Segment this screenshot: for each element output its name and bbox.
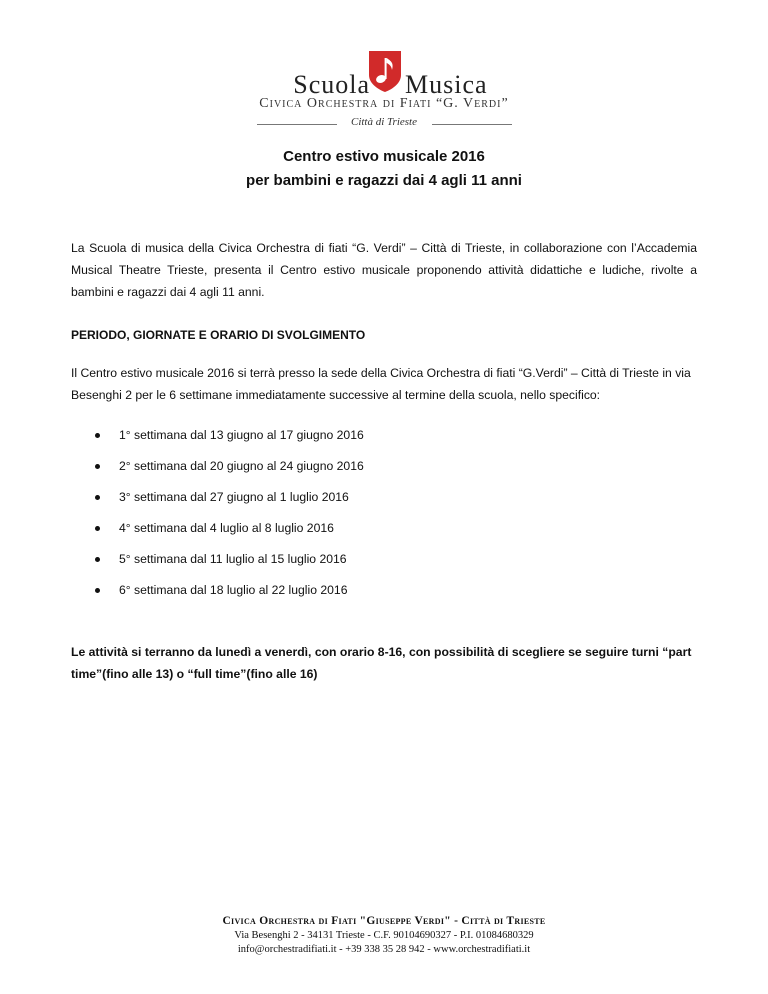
logo-city: Città di Trieste <box>350 116 417 128</box>
title-line-1: Centro estivo musicale 2016 <box>283 148 485 165</box>
page-footer <box>0 913 768 957</box>
period-paragraph: Il Centro estivo musicale 2016 si terrà presso la sede della Civica Orchestra di fiati “G.Verdi” – Città di Trieste in via Besenghi 2 per le 6 settimane immediatamente successive al termine della scuola, nello specifico: <box>71 366 691 402</box>
bullet-icon <box>95 495 100 500</box>
logo-city-row <box>0 116 768 132</box>
bullet-icon <box>95 464 100 469</box>
bullet-icon <box>95 526 100 531</box>
activity-schedule-text: Le attività si terranno da lunedì a venerdì, con orario 8-16, con possibilità di scegliere se seguire turni “part time”(fino alle 13) o “full time”(fino alle 16) <box>71 645 692 681</box>
school-logo <box>0 44 768 134</box>
intro-paragraph: La Scuola di musica della Civica Orchestra di fiati “G. Verdi” – Città di Trieste, in collaborazione con l’Accademia Musical Theatre Trieste, presenta il Centro estivo musicale proponendo attività didattiche e ludiche, rivolte a bambini e ragazzi dai 4 agli 11 anni. <box>71 241 697 299</box>
music-note-shield-icon <box>367 49 403 93</box>
bullet-icon <box>95 433 100 438</box>
bullet-icon <box>95 588 100 593</box>
section-heading: PERIODO, GIORNATE E ORARIO DI SVOLGIMENTO <box>71 328 366 342</box>
title-line-2: per bambini e ragazzi dai 4 agli 11 anni <box>246 172 522 189</box>
logo-divider-right <box>432 124 512 125</box>
document-title <box>0 145 768 193</box>
footer-address: Via Besenghi 2 - 34131 Trieste - C.F. 90104690327 - P.I. 01084680329 <box>234 930 534 941</box>
document-page: Scuola Musica Civica Orchestra di Fiati “G. Verdi” Città di Trieste Centro estivo musicale 2016 per bambini e ragazzi dai 4 agli 11 anni La Scuola di musica della Civica Orchestra di fiati “G. Verdi” – Città di Trieste, in collaborazione con l’Accademia Musical Theatre Trieste, presenta il Centro estivo musicale proponendo attività didattiche e ludiche, rivolte a bambini e ragazzi dai 4 agli 11 anni. PERIODO, GIORNATE E ORARIO DI SVOLGIMENTO Il Centro estivo musicale 2016 si terrà presso la sede della Civica Orchestra di fiati “G.Verdi” – Città di Trieste in via Besenghi 2 per le 6 settimane immediatamente successive al termine della scuola, nello specifico: 1° settimana dal 13 giugno al 17 giugno 2016 2° settimana dal 20 giugno al 24 giugno 2016 3° settimana dal 27 giugno al 1 luglio 2016 4° settimana dal 4 luglio al 8 luglio 2016 5° settimana dal 11 luglio al 15 luglio 2016 6° settimana dal 18 luglio al 22 luglio 2016 Le attività si terranno da lunedì a venerdì, con orario 8-16, con possibilità di scegliere se seguire turni “part time”(fino alle 13) o “full time”(fino alle 16) Civica Orchestra di Fiati "Giuseppe Verdi" - Città di Trieste Via Besenghi 2 - 34131 Trieste - C.F. 90104690327 - P.I. 01084680329 info@orchestradifiati.it - +39 338 35 28 942 - www.orchestradifiati.it <box>0 0 768 994</box>
logo-word-musica: Musica <box>405 70 488 99</box>
logo-word-scuola: Scuola <box>293 70 370 99</box>
logo-subtitle: Civica Orchestra di Fiati “G. Verdi” <box>259 96 509 111</box>
footer-contacts: info@orchestradifiati.it - +39 338 35 28 942 - www.orchestradifiati.it <box>237 944 531 955</box>
bullet-icon <box>95 557 100 562</box>
footer-organization: Civica Orchestra di Fiati "Giuseppe Verdi" - Città di Trieste <box>222 915 546 927</box>
